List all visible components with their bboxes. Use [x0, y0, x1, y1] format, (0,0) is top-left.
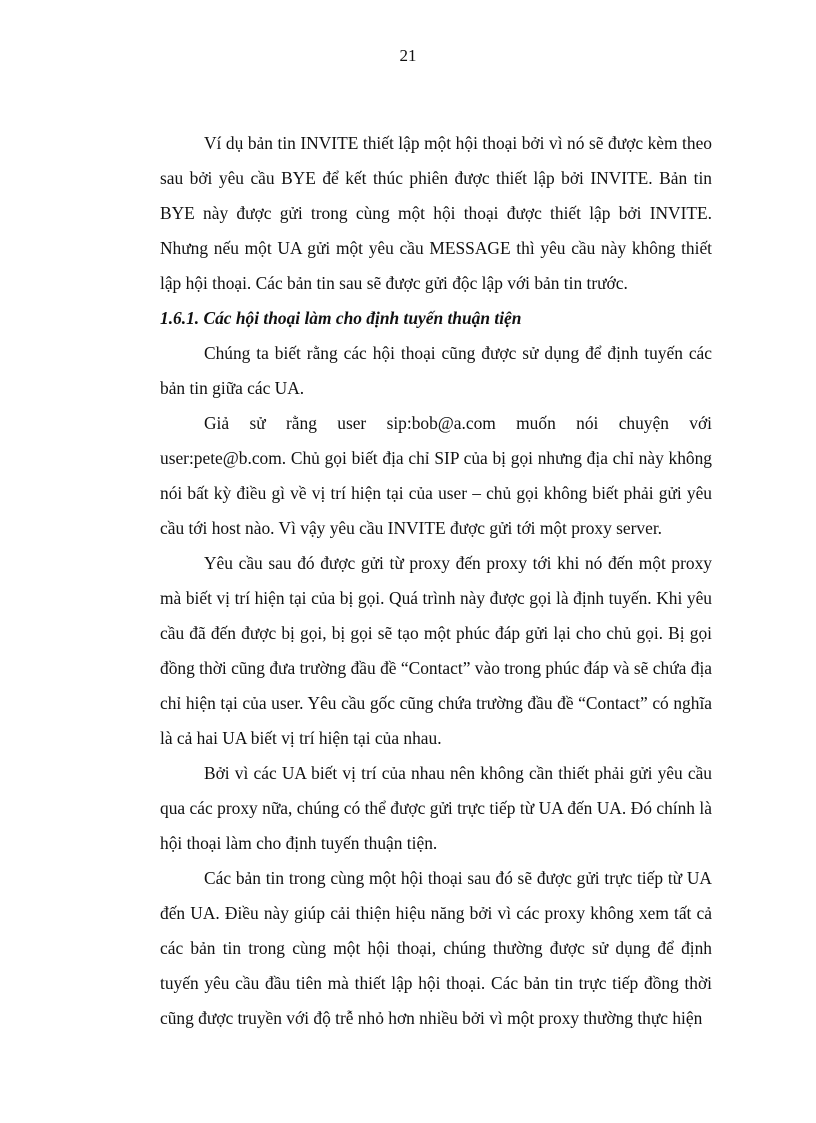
- document-body: [160, 126, 712, 1036]
- paragraph-user-example: Giả sử rằng user sip:bob@a.com muốn nói chuyện với user:pete@b.com. Chủ gọi biết địa chỉ SIP của bị gọi nhưng địa chỉ này không nói bất kỳ điều gì về vị trí hiện tại của user – chủ gọi không biết phải gửi yêu cầu tới host nào. Vì vậy yêu cầu INVITE được gửi tới một proxy server.: [160, 413, 712, 538]
- paragraph-dialog-routing: Chúng ta biết rằng các hội thoại cũng được sử dụng để định tuyến các bản tin giữa các UA.: [160, 343, 712, 398]
- page-number: 21: [399, 46, 417, 65]
- paragraph-invite-dialog: Ví dụ bản tin INVITE thiết lập một hội thoại bởi vì nó sẽ được kèm theo sau bởi yêu cầu BYE để kết thúc phiên được thiết lập bởi INVITE. Bản tin BYE này được gửi trong cùng một hội thoại được thiết lập bởi INVITE. Nhưng nếu một UA gửi một yêu cầu MESSAGE thì yêu cầu này không thiết lập hội thoại. Các bản tin sau sẽ được gửi độc lập với bản tin trước.: [160, 133, 712, 293]
- paragraph-direct-send: Bởi vì các UA biết vị trí của nhau nên không cần thiết phải gửi yêu cầu qua các proxy nữa, chúng có thể được gửi trực tiếp từ UA đến UA. Đó chính là hội thoại làm cho định tuyến thuận tiện.: [160, 763, 712, 853]
- section-heading: 1.6.1. Các hội thoại làm cho định tuyến thuận tiện: [160, 308, 522, 328]
- paragraph-performance: Các bản tin trong cùng một hội thoại sau đó sẽ được gửi trực tiếp từ UA đến UA. Điều này giúp cải thiện hiệu năng bởi vì các proxy không xem tất cả các bản tin trong cùng một hội thoại, chúng thường được sử dụng để định tuyến yêu cầu đầu tiên mà thiết lập hội thoại. Các bản tin trực tiếp đồng thời cũng được truyền với độ trễ nhỏ hơn nhiều bởi vì một proxy thường thực hiện: [160, 868, 712, 1028]
- paragraph-proxy-routing: Yêu cầu sau đó được gửi từ proxy đến proxy tới khi nó đến một proxy mà biết vị trí hiện tại của bị gọi. Quá trình này được gọi là định tuyến. Khi yêu cầu đã đến được bị gọi, bị gọi sẽ tạo một phúc đáp gửi lại cho chủ gọi. Bị gọi đồng thời cũng đưa trường đầu đề “Contact” vào trong phúc đáp và sẽ chứa địa chỉ hiện tại của user. Yêu cầu gốc cũng chứa trường đầu đề “Contact” có nghĩa là cả hai UA biết vị trí hiện tại của nhau.: [160, 553, 712, 748]
